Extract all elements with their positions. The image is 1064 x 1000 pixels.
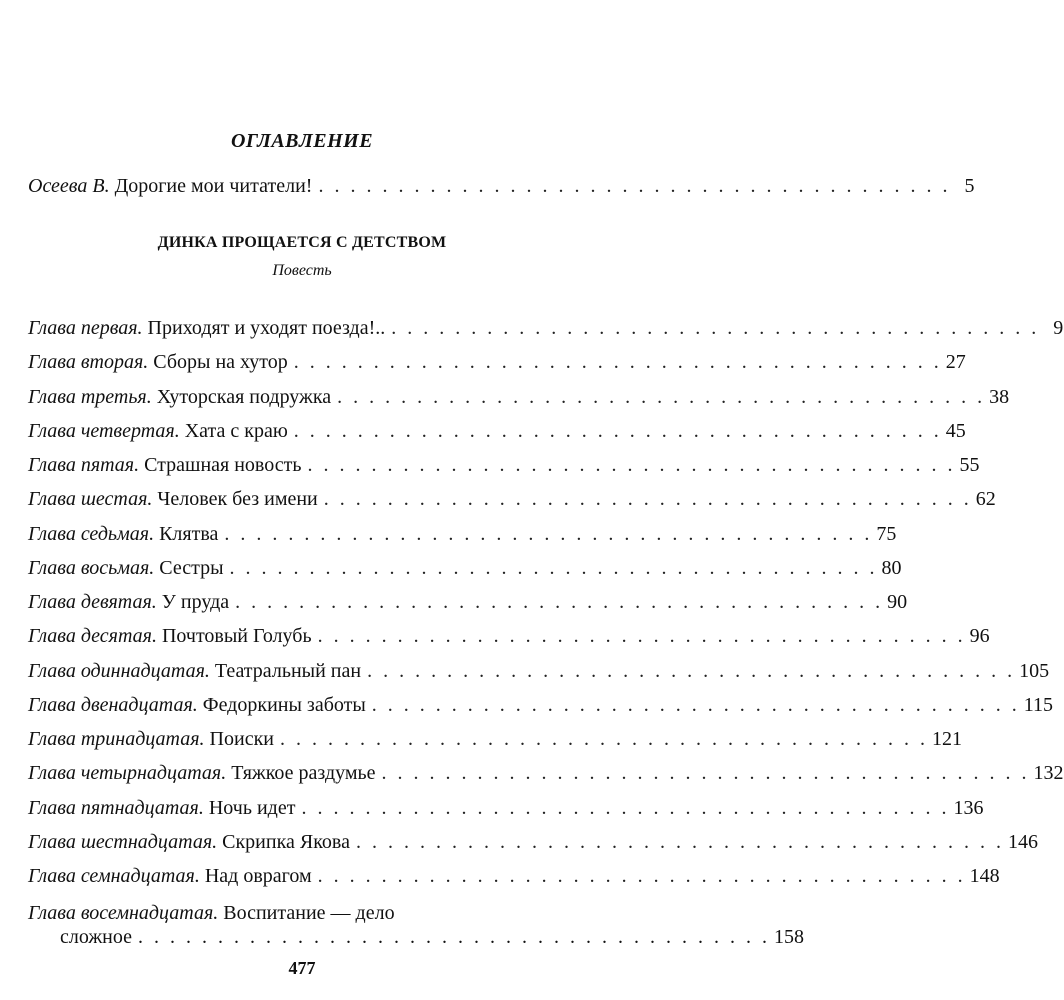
entry-title: Клятва bbox=[154, 522, 219, 545]
toc-entry-chapter bbox=[28, 830, 1038, 854]
entry-page: 75 bbox=[876, 522, 897, 545]
dot-leader: . . . . . . . . . . . . . . . . . . . . . . . . . . . . . . . . . . . . . . . . . bbox=[337, 385, 986, 408]
entry-title: Хата с краю bbox=[179, 419, 288, 442]
toc-entry-chapter bbox=[28, 693, 1054, 717]
entry-page: 27 bbox=[945, 351, 966, 374]
entry-page: 96 bbox=[969, 625, 990, 648]
entry-title: Поиски bbox=[204, 728, 274, 750]
entry-title: Театральный пан bbox=[209, 659, 362, 682]
dot-leader: . . . . . . . . . . . . . . . . . . . . . . . . . . . . . . . . . . . . . . . . . bbox=[317, 865, 966, 887]
entry-label: Глава пятая. bbox=[28, 454, 140, 476]
toc-heading: ОГЛАВЛЕНИЕ bbox=[230, 130, 374, 152]
dot-leader: . . . . . . . . . . . . . . . . . . . . . . . . . . . . . . . . . . . . . . . . . bbox=[371, 693, 1020, 716]
entry-label: Глава первая. bbox=[28, 317, 143, 339]
entry-title: Дорогие мои читатели! bbox=[109, 175, 313, 197]
entry-page: 146 bbox=[1007, 830, 1038, 853]
entry-label: Глава четвертая. bbox=[28, 419, 180, 442]
dot-leader: . . . . . . . . . . . . . . . . . . . . . . . . . . . . . . . . . . . . . . . . . bbox=[229, 556, 878, 579]
entry-page: 90 bbox=[887, 591, 908, 613]
entry-label: Глава тринадцатая. bbox=[28, 728, 205, 750]
dot-leader: . . . . . . . . . . . . . . . . . . . . . . . . . . . . . . . . . . . . . . . . . bbox=[323, 488, 972, 511]
toc-entry-chapter bbox=[28, 522, 897, 546]
entry-page: 55 bbox=[959, 454, 980, 476]
entry-page: 121 bbox=[932, 728, 962, 750]
entry-label: Глава вторая. bbox=[28, 351, 149, 374]
toc-entry-chapter bbox=[28, 624, 990, 648]
toc-entry-chapter bbox=[28, 556, 902, 580]
entry-title-continued: сложное bbox=[60, 926, 133, 948]
entry-page: 115 bbox=[1023, 693, 1054, 716]
entry-page: 80 bbox=[881, 556, 902, 579]
entry-label: Глава третья. bbox=[28, 385, 152, 408]
entry-page: 9 bbox=[1053, 317, 1064, 339]
entry-page: 132 bbox=[1033, 762, 1064, 785]
entry-page: 158 bbox=[774, 926, 805, 948]
dot-leader: . . . . . . . . . . . . . . . . . . . . . . . . . . . . . . . . . . . . . . . . . bbox=[381, 762, 1030, 785]
section-title: ДИНКА ПРОЩАЕТСЯ С ДЕТСТВОМ bbox=[157, 234, 447, 251]
dot-leader: . . . . . . . . . . . . . . . . . . . . . . . . . . . . . . . . . . . . . . . . . bbox=[355, 830, 1004, 853]
page-number: 477 bbox=[288, 958, 316, 978]
toc-entry-chapter bbox=[28, 453, 980, 477]
section-subtitle: Повесть bbox=[272, 262, 332, 279]
dot-leader: . . . . . . . . . . . . . . . . . . . . . . . . . . . . . . . . . . . . . . . . . bbox=[307, 454, 956, 476]
entry-title: Хуторская подружка bbox=[151, 385, 332, 408]
toc-entry-chapter bbox=[28, 864, 1000, 888]
entry-label: Глава девятая. bbox=[28, 591, 157, 613]
entry-label: Глава десятая. bbox=[28, 625, 157, 648]
entry-label: Глава четырнадцатая. bbox=[28, 762, 227, 785]
toc-entry-chapter bbox=[28, 350, 966, 374]
entry-page: 38 bbox=[989, 385, 1010, 408]
entry-title: Страшная новость bbox=[139, 454, 302, 476]
entry-author: Осеева В. bbox=[28, 175, 110, 197]
toc-entry-intro bbox=[28, 174, 975, 198]
toc-entry-chapter bbox=[28, 727, 962, 751]
entry-title: Над оврагом bbox=[199, 865, 312, 887]
entry-label: Глава одиннадцатая. bbox=[28, 659, 210, 682]
entry-page: 5 bbox=[964, 175, 975, 197]
entry-title: Почтовый Голубь bbox=[156, 625, 312, 648]
entry-label: Глава шестая. bbox=[28, 488, 153, 511]
dot-leader: . . . . . . . . . . . . . . . . . . . . . . . . . . . . . . . . . . . . . . . . . bbox=[293, 351, 942, 374]
dot-leader: . . . . . . . . . . . . . . . . . . . . . . . . . . . . . . . . . . . . . . . . . bbox=[301, 796, 950, 819]
dot-leader: . . . . . . . . . . . . . . . . . . . . . . . . . . . . . . . . . . . . . . . . . bbox=[317, 625, 966, 648]
entry-title: Ночь идет bbox=[203, 796, 296, 819]
toc-entry-last-line1 bbox=[28, 901, 540, 925]
dot-leader: . . . . . . . . . . . . . . . . . . . . . . . . . . . . . . . . . . . . . . . . . bbox=[280, 728, 928, 750]
entry-title: Сборы на хутор bbox=[148, 351, 288, 374]
dot-leader: . . . . . . . . . . . . . . . . . . . . . . . . . . . . . . . . . . . . . . . . bbox=[138, 926, 771, 948]
entry-title: Человек без имени bbox=[152, 488, 318, 511]
toc-entry-chapter bbox=[28, 385, 1010, 409]
dot-leader: . . . . . . . . . . . . . . . . . . . . . . . . . . . . . . . . . . . . . . . . . bbox=[391, 317, 1040, 339]
dot-leader: . . . . . . . . . . . . . . . . . . . . . . . . . . . . . . . . . . . . . . . . . bbox=[235, 591, 884, 613]
entry-page: 62 bbox=[975, 488, 996, 511]
dot-leader: . . . . . . . . . . . . . . . . . . . . . . . . . . . . . . . . . . . . . . . . bbox=[318, 175, 951, 197]
entry-title: Скрипка Якова bbox=[217, 830, 350, 853]
toc-entry-chapter bbox=[28, 316, 1064, 340]
entry-title: Приходят и уходят поезда!.. bbox=[142, 317, 386, 339]
entry-label: Глава восьмая. bbox=[28, 556, 155, 579]
toc-entry-chapter bbox=[28, 419, 966, 443]
entry-page: 148 bbox=[969, 865, 1000, 887]
toc-entry-chapter bbox=[28, 590, 908, 614]
entry-label: Глава семнадцатая. bbox=[28, 865, 200, 887]
dot-leader: . . . . . . . . . . . . . . . . . . . . . . . . . . . . . . . . . . . . . . . . . bbox=[367, 659, 1016, 682]
toc-entry-chapter bbox=[28, 796, 984, 820]
toc-entry-chapter bbox=[28, 761, 1064, 785]
toc-entry-chapter bbox=[28, 659, 1050, 683]
entry-page: 136 bbox=[953, 796, 984, 819]
dot-leader: . . . . . . . . . . . . . . . . . . . . . . . . . . . . . . . . . . . . . . . . . bbox=[224, 522, 873, 545]
toc-entry-chapter bbox=[28, 487, 996, 511]
entry-title: Федоркины заботы bbox=[197, 693, 366, 716]
toc-entry-last-line2 bbox=[60, 925, 805, 949]
entry-title: Воспитание — дело bbox=[218, 902, 395, 924]
entry-label: Глава пятнадцатая. bbox=[28, 796, 204, 819]
dot-leader: . . . . . . . . . . . . . . . . . . . . . . . . . . . . . . . . . . . . . . . . . bbox=[293, 419, 942, 442]
entry-title: Сестры bbox=[154, 556, 224, 579]
entry-label: Глава шестнадцатая. bbox=[28, 830, 218, 853]
entry-title: Тяжкое раздумье bbox=[226, 762, 376, 785]
entry-page: 105 bbox=[1019, 659, 1050, 682]
entry-label: Глава восемнадцатая. bbox=[28, 902, 219, 924]
entry-page: 45 bbox=[945, 419, 966, 442]
entry-label: Глава седьмая. bbox=[28, 522, 155, 545]
entry-label: Глава двенадцатая. bbox=[28, 693, 198, 716]
entry-title: У пруда bbox=[156, 591, 230, 613]
